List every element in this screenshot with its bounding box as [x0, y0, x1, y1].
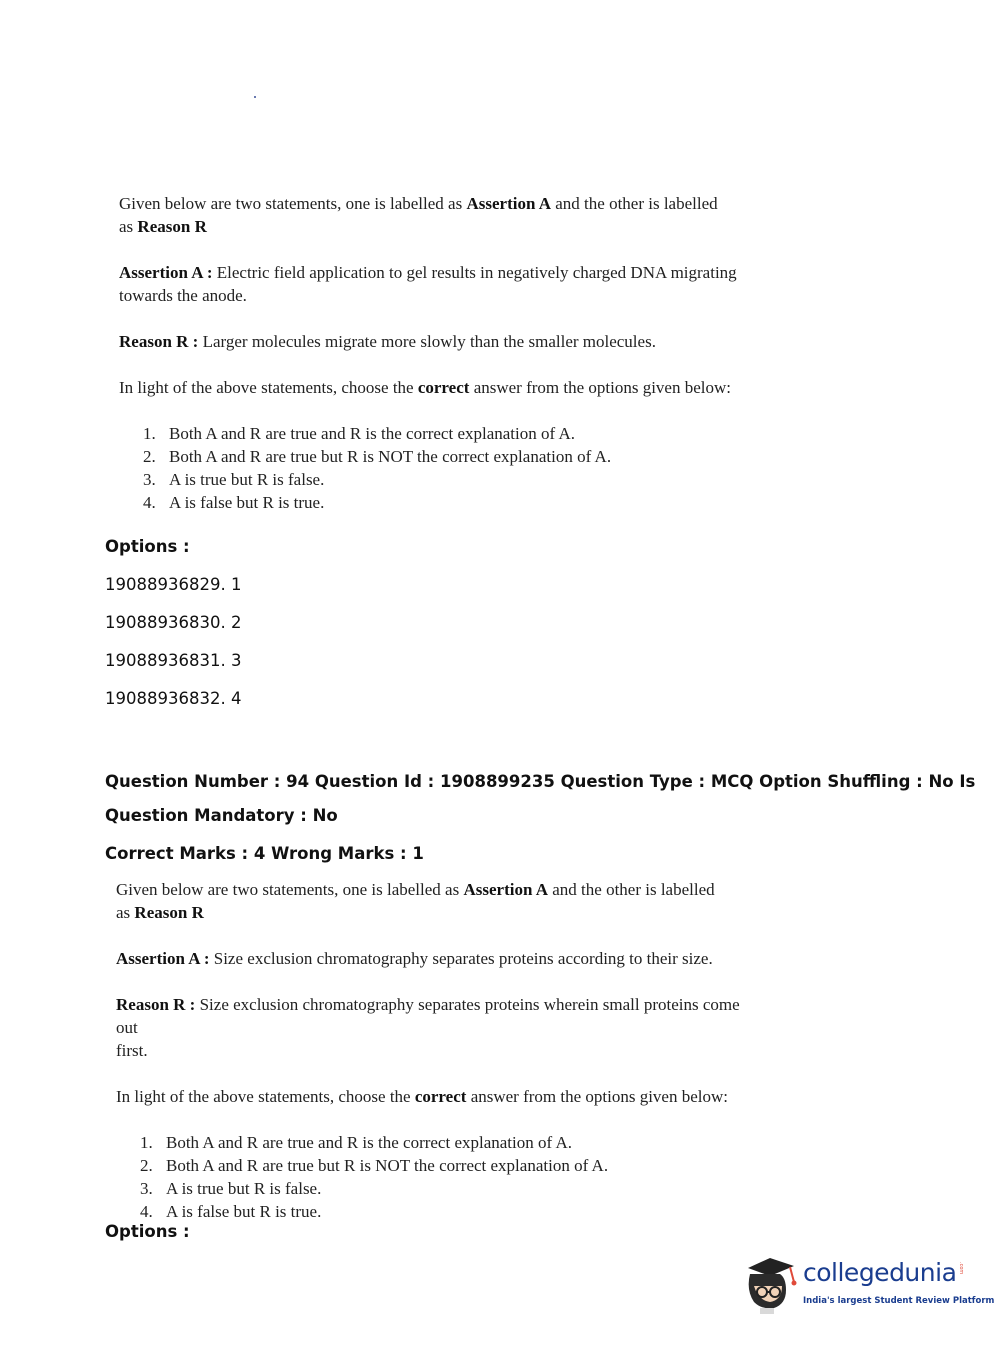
options-heading: Options :: [105, 537, 190, 556]
q2-instruction: In light of the above statements, choose the correct answer from the options given below:: [116, 1087, 728, 1106]
mascot-icon: [740, 1250, 800, 1316]
stray-dot: [254, 96, 256, 98]
logo-wordmark: collegedunia: [803, 1258, 957, 1287]
option-id-4: 19088936832. 4: [105, 689, 242, 708]
question-meta-line-3: Correct Marks : 4 Wrong Marks : 1: [105, 844, 424, 863]
q2-reason: Reason R : Size exclusion chromatography separates proteins wherein small proteins come out first.: [116, 995, 740, 1060]
list-item: 2. Both A and R are true but R is NOT the correct explanation of A.: [143, 447, 612, 466]
q2-intro: Given below are two statements, one is labelled as Assertion A and the other is labelled as Reason R: [116, 880, 715, 922]
list-item: 3. A is true but R is false.: [143, 470, 325, 489]
list-item: 4. A is false but R is true.: [140, 1202, 322, 1221]
list-item: 1. Both A and R are true and R is the correct explanation of A.: [140, 1133, 573, 1152]
q1-choice-list: [143, 422, 739, 514]
collegedunia-logo: [740, 1250, 995, 1320]
list-item: 4. A is false but R is true.: [143, 493, 325, 512]
list-item: 2. Both A and R are true but R is NOT the correct explanation of A.: [140, 1156, 609, 1175]
logo-tagline: India's largest Student Review Platform: [803, 1296, 995, 1306]
q1-instruction: In light of the above statements, choose the correct answer from the options given below:: [119, 378, 731, 397]
list-item: 3. A is true but R is false.: [140, 1179, 322, 1198]
q2-assertion: Assertion A : Size exclusion chromatography separates proteins according to their size.: [116, 949, 713, 968]
q2-choice-list: [140, 1131, 756, 1223]
q1-assertion: Assertion A : Electric field application to gel results in negatively charged DNA migrating towards the anode.: [119, 263, 737, 305]
question-1-block: [119, 192, 739, 514]
options-heading-2: Options :: [105, 1222, 190, 1241]
list-item: 1. Both A and R are true and R is the correct explanation of A.: [143, 424, 576, 443]
question-meta-line-1: Question Number : 94 Question Id : 1908899235 Question Type : MCQ Option Shuffling : No Is: [105, 772, 976, 791]
option-id-1: 19088936829. 1: [105, 575, 242, 594]
q1-intro: Given below are two statements, one is labelled as Assertion A and the other is labelled as Reason R: [119, 194, 718, 236]
logo-suffix: .com: [958, 1262, 964, 1275]
question-meta-line-2: Question Mandatory : No: [105, 806, 338, 825]
option-id-3: 19088936831. 3: [105, 651, 242, 670]
question-2-block: [116, 878, 756, 1223]
option-id-2: 19088936830. 2: [105, 613, 242, 632]
q1-reason: Reason R : Larger molecules migrate more slowly than the smaller molecules.: [119, 332, 656, 351]
